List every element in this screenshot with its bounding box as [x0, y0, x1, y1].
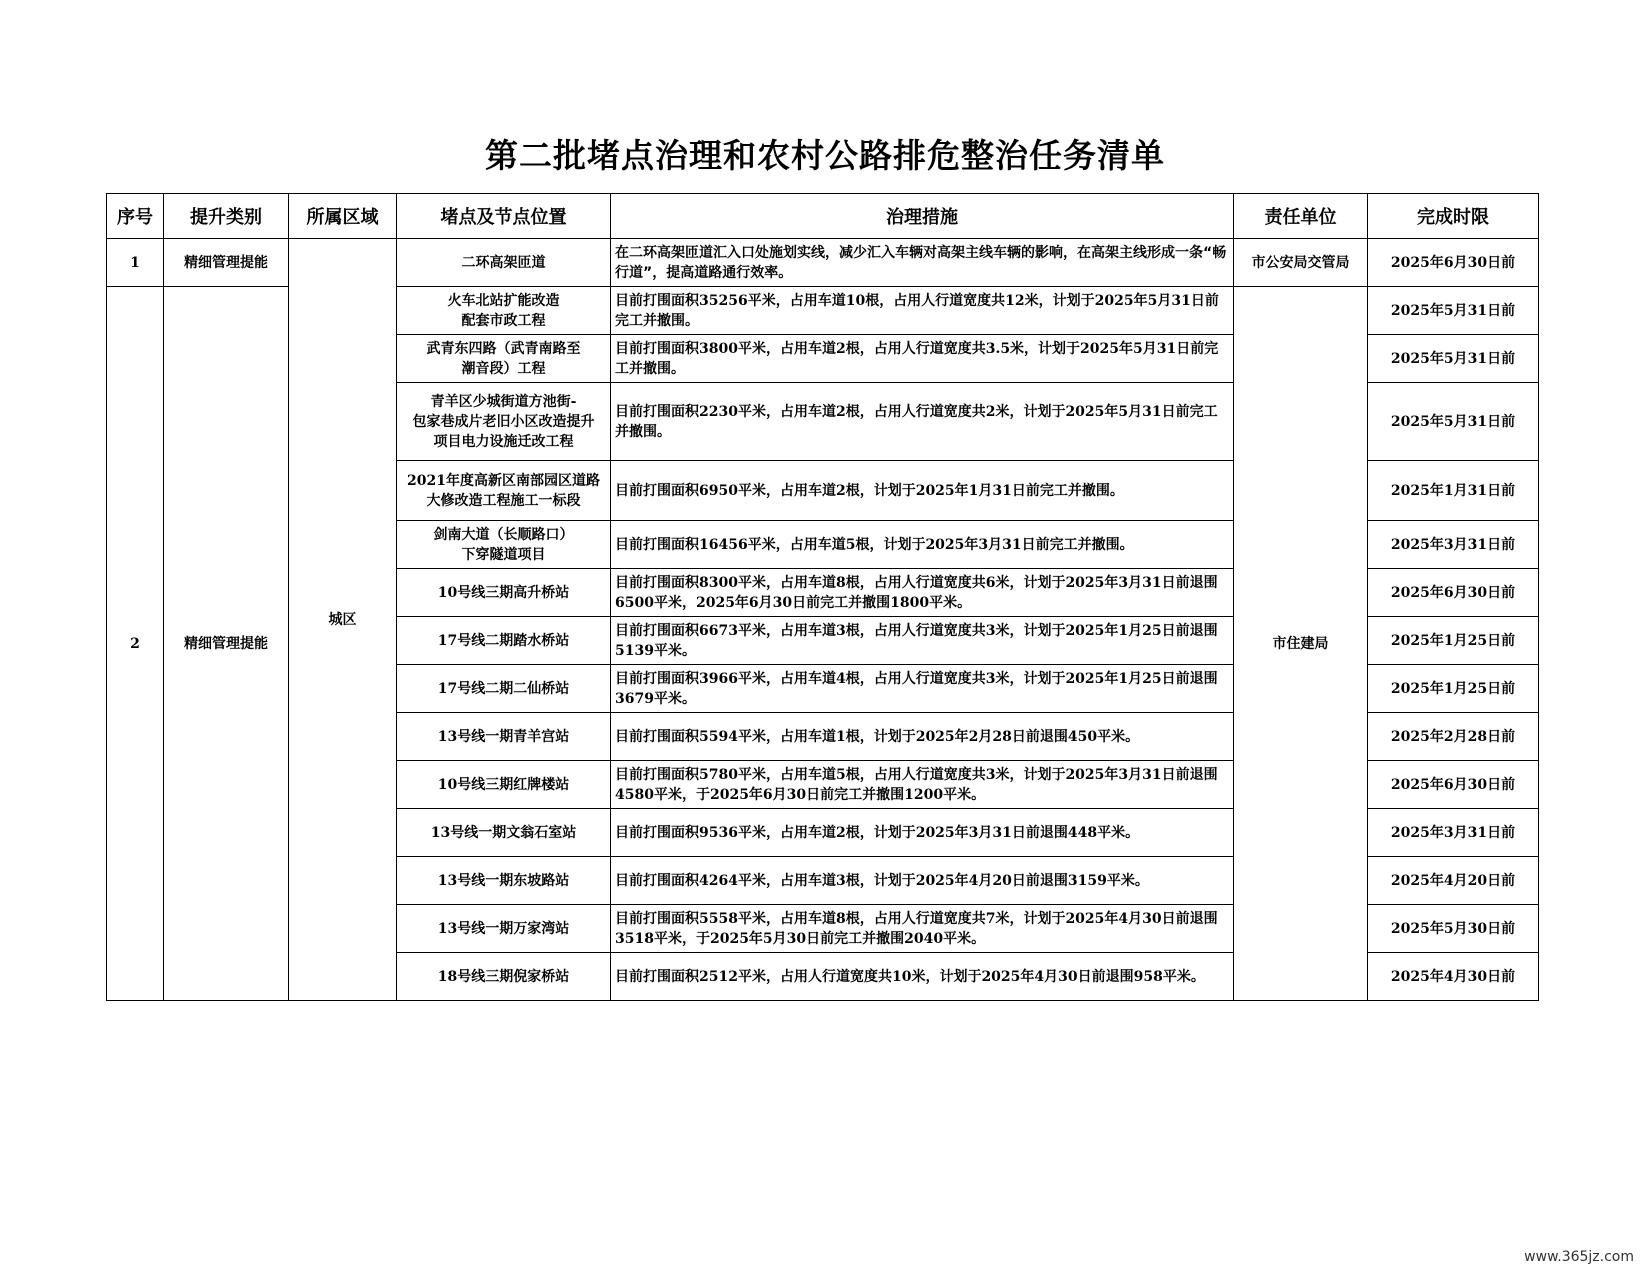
category-cell: 精细管理提能 — [164, 239, 289, 287]
deadline-cell: 2025年5月31日前 — [1368, 335, 1539, 383]
measure-cell: 目前打围面积2512平米，占用人行道宽度共10米，计划于2025年4月30日前退围958平米。 — [611, 953, 1234, 1001]
region-cell: 城区 — [289, 239, 397, 1001]
header-region: 所属区域 — [289, 194, 397, 239]
measure-cell: 目前打围面积6673平米，占用车道3根，占用人行道宽度共3米，计划于2025年1月25日前退围5139平米。 — [611, 617, 1234, 665]
deadline-cell: 2025年5月30日前 — [1368, 905, 1539, 953]
measure-cell: 目前打围面积4264平米，占用车道3根，计划于2025年4月20日前退围3159平米。 — [611, 857, 1234, 905]
measure-cell: 目前打围面积5558平米，占用车道8根，占用人行道宽度共7米，计划于2025年4月30日前退围3518平米，于2025年5月30日前完工并撤围2040平米。 — [611, 905, 1234, 953]
header-deadline: 完成时限 — [1368, 194, 1539, 239]
measure-cell: 目前打围面积8300平米，占用车道8根，占用人行道宽度共6米，计划于2025年3月31日前退围6500平米，2025年6月30日前完工并撤围1800平米。 — [611, 569, 1234, 617]
table-row — [107, 239, 1539, 287]
measure-cell: 目前打围面积5594平米，占用车道1根，计划于2025年2月28日前退围450平米。 — [611, 713, 1234, 761]
header-measure: 治理措施 — [611, 194, 1234, 239]
location-cell: 13号线一期东坡路站 — [397, 857, 611, 905]
watermark: www.365jz.com — [1524, 1249, 1634, 1265]
location-cell: 2021年度高新区南部园区道路 大修改造工程施工一标段 — [397, 461, 611, 521]
location-cell: 13号线一期文翁石室站 — [397, 809, 611, 857]
deadline-cell: 2025年1月31日前 — [1368, 461, 1539, 521]
location-cell: 剑南大道（长顺路口） 下穿隧道项目 — [397, 521, 611, 569]
measure-cell: 目前打围面积5780平米，占用车道5根，占用人行道宽度共3米，计划于2025年3月31日前退围4580平米，于2025年6月30日前完工并撤围1200平米。 — [611, 761, 1234, 809]
unit-cell: 市公安局交管局 — [1234, 239, 1368, 287]
deadline-cell: 2025年6月30日前 — [1368, 569, 1539, 617]
header-category: 提升类别 — [164, 194, 289, 239]
deadline-cell: 2025年6月30日前 — [1368, 239, 1539, 287]
deadline-cell: 2025年4月30日前 — [1368, 953, 1539, 1001]
header-location: 堵点及节点位置 — [397, 194, 611, 239]
deadline-cell: 2025年1月25日前 — [1368, 617, 1539, 665]
deadline-cell: 2025年5月31日前 — [1368, 287, 1539, 335]
header-unit: 责任单位 — [1234, 194, 1368, 239]
measure-cell: 目前打围面积6950平米，占用车道2根，计划于2025年1月31日前完工并撤围。 — [611, 461, 1234, 521]
measure-cell: 目前打围面积35256平米，占用车道10根，占用人行道宽度共12米，计划于2025年5月31日前完工并撤围。 — [611, 287, 1234, 335]
measure-cell: 目前打围面积9536平米，占用车道2根，计划于2025年3月31日前退围448平米。 — [611, 809, 1234, 857]
location-cell: 13号线一期万家湾站 — [397, 905, 611, 953]
measure-cell: 目前打围面积3966平米，占用车道4根，占用人行道宽度共3米，计划于2025年1月25日前退围3679平米。 — [611, 665, 1234, 713]
measure-cell: 目前打围面积3800平米，占用车道2根，占用人行道宽度共3.5米，计划于2025年5月31日前完工并撤围。 — [611, 335, 1234, 383]
location-cell: 武青东四路（武青南路至 潮音段）工程 — [397, 335, 611, 383]
seq-cell: 2 — [107, 287, 164, 1001]
measure-cell: 在二环高架匝道汇入口处施划实线，减少汇入车辆对高架主线车辆的影响，在高架主线形成一条“畅行道”，提高道路通行效率。 — [611, 239, 1234, 287]
location-cell: 10号线三期红牌楼站 — [397, 761, 611, 809]
page-title: 第二批堵点治理和农村公路排危整治任务清单 — [485, 136, 1165, 175]
measure-cell: 目前打围面积2230平米，占用车道2根，占用人行道宽度共2米，计划于2025年5月31日前完工并撤围。 — [611, 383, 1234, 461]
deadline-cell: 2025年4月20日前 — [1368, 857, 1539, 905]
location-cell: 二环高架匝道 — [397, 239, 611, 287]
unit-cell: 市住建局 — [1234, 287, 1368, 1001]
location-cell: 10号线三期高升桥站 — [397, 569, 611, 617]
category-cell: 精细管理提能 — [164, 287, 289, 1001]
location-cell: 青羊区少城街道方池街- 包家巷成片老旧小区改造提升 项目电力设施迁改工程 — [397, 383, 611, 461]
deadline-cell: 2025年5月31日前 — [1368, 383, 1539, 461]
header-seq: 序号 — [107, 194, 164, 239]
deadline-cell: 2025年3月31日前 — [1368, 809, 1539, 857]
location-cell: 火车北站扩能改造 配套市政工程 — [397, 287, 611, 335]
header-row — [107, 194, 1539, 239]
deadline-cell: 2025年1月25日前 — [1368, 665, 1539, 713]
seq-cell: 1 — [107, 239, 164, 287]
deadline-cell: 2025年3月31日前 — [1368, 521, 1539, 569]
location-cell: 18号线三期倪家桥站 — [397, 953, 611, 1001]
deadline-cell: 2025年2月28日前 — [1368, 713, 1539, 761]
task-table — [106, 193, 1539, 1001]
location-cell: 13号线一期青羊宫站 — [397, 713, 611, 761]
location-cell: 17号线二期二仙桥站 — [397, 665, 611, 713]
location-cell: 17号线二期踏水桥站 — [397, 617, 611, 665]
measure-cell: 目前打围面积16456平米，占用车道5根，计划于2025年3月31日前完工并撤围。 — [611, 521, 1234, 569]
deadline-cell: 2025年6月30日前 — [1368, 761, 1539, 809]
